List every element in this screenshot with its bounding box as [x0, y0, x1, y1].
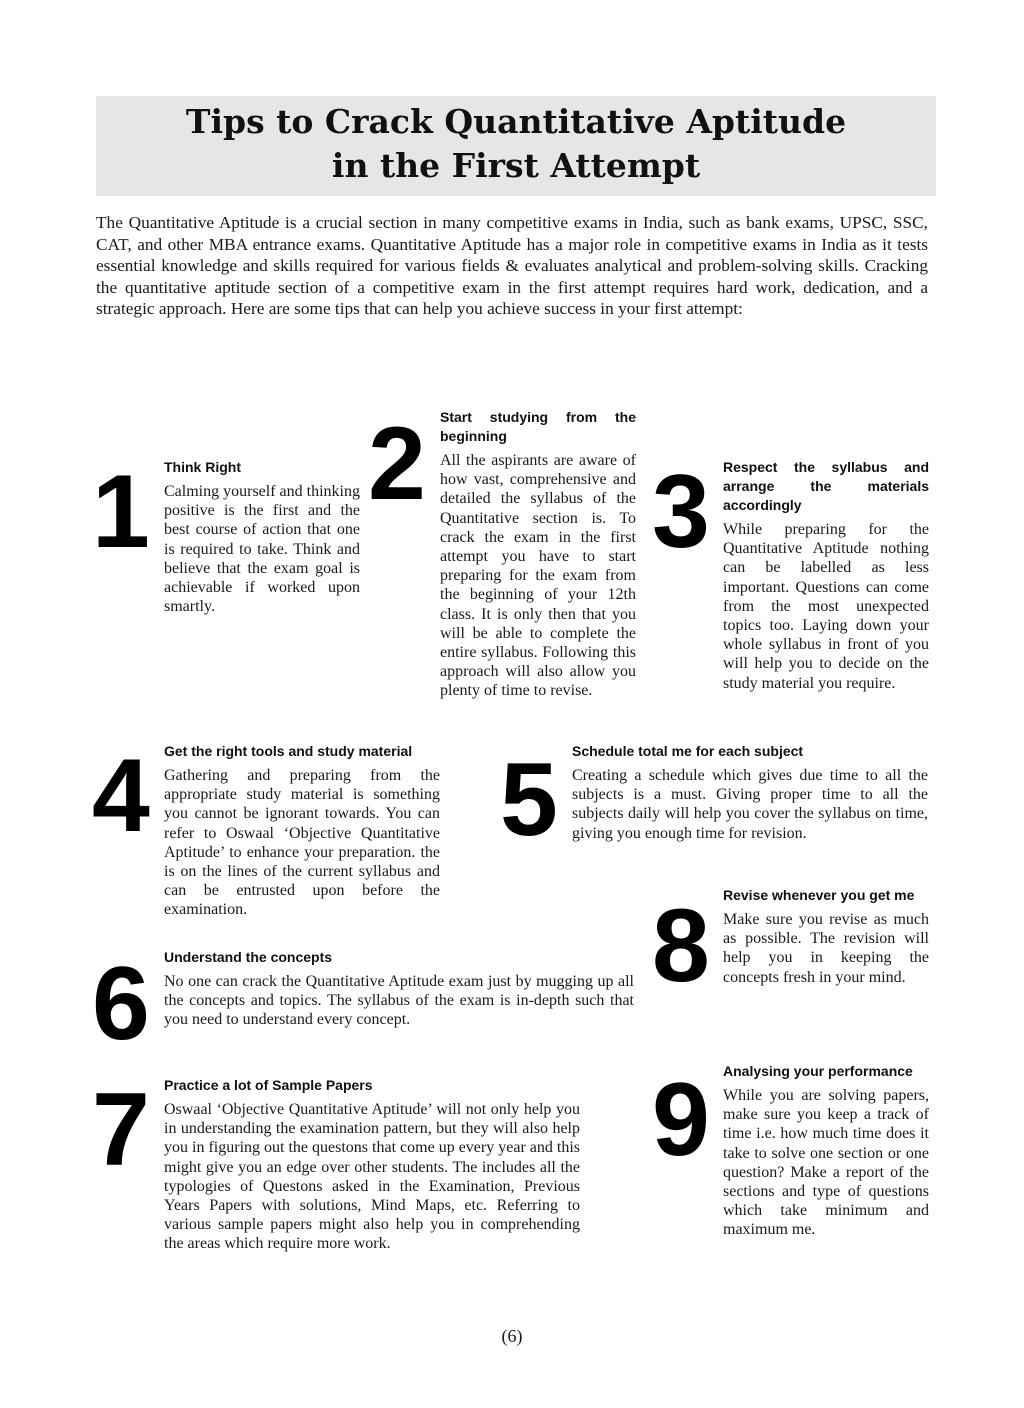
- tip-heading: Get the right tools and study material: [164, 743, 413, 759]
- tip-body: [723, 1062, 929, 1240]
- page-title-line-1: Tips to Crack Quantitative Aptitude: [185, 102, 847, 141]
- tip-heading: Analysing your performance: [723, 1063, 913, 1079]
- tip-body: [164, 458, 360, 616]
- tip-number: 5: [500, 742, 556, 858]
- tip-body: [164, 1076, 580, 1254]
- page-title-line-2: in the First Attempt: [331, 146, 701, 185]
- tip-body: [723, 886, 929, 987]
- tip-text: No one can crack the Quantitative Aptitude exam just by mugging up all the concepts and topics. The syllabus of the exam is in-depth such that you need to understand every concept.: [164, 973, 634, 1029]
- tip-number: 8: [652, 888, 708, 1004]
- tip-body: [440, 408, 636, 701]
- tip-body: [164, 742, 440, 920]
- title-banner: [96, 96, 936, 196]
- tip-number: 3: [652, 454, 708, 570]
- tip-body: [164, 948, 634, 1030]
- tip-number: 2: [368, 406, 424, 522]
- tip-heading: Revise whenever you get me: [723, 887, 915, 903]
- tip-heading: Start studying from the beginning: [440, 409, 636, 444]
- tip-body: [723, 458, 929, 693]
- tip-heading: Respect the syllabus and arrange the materials accordingly: [723, 459, 929, 513]
- page-title: [96, 96, 936, 188]
- tip-heading: Practice a lot of Sample Papers: [164, 1077, 373, 1093]
- tip-number: 1: [92, 454, 148, 570]
- tip-text: While you are solving papers, make sure you keep a track of time i.e. how much time does it take to solve one section or one question? Make a report of the sections and type of questions which take minimum and maximum me.: [723, 1087, 929, 1239]
- tip-text: Make sure you revise as much as possible. The revision will help you in keeping the concepts fresh in your mind.: [723, 911, 929, 986]
- tip-text: Oswaal ‘Objective Quantitative Aptitude’ will not only help you in understanding the examination pattern, but they will also help you in figuring out the questons that come up every year and this might give you an edge over other students. The includes all the typologies of Questons asked in the Examination, Previous Years Papers with solutions, Mind Maps, etc. Referring to various sample papers might also help you in comprehending the areas which require more work.: [164, 1101, 580, 1253]
- tip-text: All the aspirants are aware of how vast, comprehensive and detailed the syllabus of the Quantitative section is. To crack the exam in the first attempt you have to start preparing for the exam from the beginning of your 12th class. It is only then that you will be able to complete the entire syllabus. Following this approach will also allow you plenty of time to revise.: [440, 452, 636, 700]
- tip-heading: Think Right: [164, 459, 241, 475]
- tip-heading: Schedule total me for each subject: [572, 743, 804, 759]
- tip-number: 6: [92, 946, 148, 1062]
- tip-text: Creating a schedule which gives due time to all the subjects is a must. Giving proper time to all the subjects daily will help you cover the syllabus on time, giving you enough time for revision.: [572, 767, 928, 842]
- tip-text: Calming yourself and thinking positive is the first and the best course of action that one is required to take. Think and believe that the exam goal is achievable if worked upon smartly.: [164, 483, 360, 616]
- tip-body: [572, 742, 928, 843]
- intro-paragraph: The Quantitative Aptitude is a crucial section in many competitive exams in India, such as bank exams, UPSC, SSC, CAT, and other MBA entrance exams. Quantitative Aptitude has a major role in competitive exams in India as it tests essential knowledge and skills required for various fields & evaluates analytical and problem-solving skills. Cracking the quantitative aptitude section of a competitive exam in the first attempt requires hard work, dedication, and a strategic approach. Here are some tips that can help you achieve success in your first attempt:: [96, 213, 928, 319]
- tip-text: While preparing for the Quantitative Aptitude nothing can be labelled as less important. Questions can come from the most unexpected topics too. Laying down your whole syllabus in front of you will help you to decide on the study material you require.: [723, 521, 929, 692]
- page-number: (6): [501, 1326, 523, 1346]
- tip-number: 9: [652, 1062, 708, 1178]
- tip-heading: Understand the concepts: [164, 949, 333, 965]
- tip-number: 7: [92, 1072, 148, 1188]
- tip-text: Gathering and preparing from the appropriate study material is something you cannot be ignorant towards. You can refer to Oswaal ‘Objective Quantitative Aptitude’ to enhance your preparation. the is on the lines of the current syllabus and can be entrusted upon before the examination.: [164, 767, 440, 919]
- tip-number: 4: [92, 738, 148, 854]
